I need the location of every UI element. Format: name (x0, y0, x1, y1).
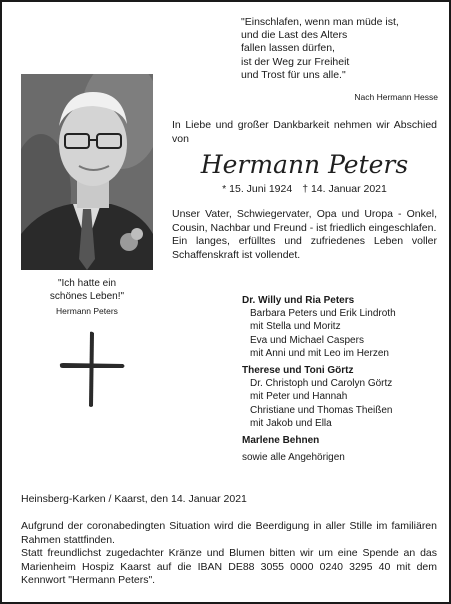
survivor-member: mit Stella und Moritz (250, 321, 341, 333)
poem-line: ist der Weg zur Freiheit (241, 55, 350, 68)
intro-text: In Liebe und großer Dankbarkeit nehmen wir Abschied von (172, 119, 437, 145)
obituary-body (172, 208, 437, 262)
survivor-member: Dr. Christoph und Carolyn Görtz (250, 378, 393, 390)
survivor-group-head: Marlene Behnen (242, 435, 320, 447)
poem-line: "Einschlafen, wenn man müde ist, (241, 16, 399, 28)
survivor-member: Christiane und Thomas Theißen (250, 404, 393, 416)
notice-paragraph: Statt freundlichst zugedachter Kränze und Blumen bitten wir um eine Spende an das Marienheim Hospiz Kaarst auf die IBAN DE88 3055 0000 0240 3295 40 mit dem Kennwort "Hermann Peters". (21, 547, 437, 586)
poem-line: und die Last des Alters (241, 29, 348, 42)
survivor-group-head: Dr. Willy und Ria Peters (242, 295, 355, 306)
funeral-notice (21, 520, 437, 588)
survivor-member: Barbara Peters und Erik Lindroth (250, 308, 396, 320)
survivors-list (242, 294, 442, 464)
survivor-member: mit Jakob und Ella (250, 417, 332, 429)
death-date: † 14. Januar 2021 (302, 183, 387, 195)
poem-line: und Trost für uns alle." (241, 68, 346, 81)
quote-author: Hermann Peters (56, 306, 118, 316)
poem-source: Nach Hermann Hesse (354, 92, 438, 102)
life-dates (172, 183, 437, 195)
portrait-photo (21, 74, 153, 270)
survivor-member: mit Anni und mit Leo im Herzen (250, 347, 389, 359)
survivor-group-head: Therese und Toni Görtz (242, 365, 354, 377)
deceased-quote (21, 277, 153, 303)
place-date: Heinsberg-Karken / Kaarst, den 14. Januar 2021 (21, 493, 247, 505)
survivor-member: mit Peter und Hannah (250, 391, 348, 403)
cross-icon (57, 330, 127, 408)
quote-line: schönes Leben!" (49, 291, 125, 302)
birth-date: * 15. Juni 1924 (222, 183, 293, 195)
notice-paragraph: Aufgrund der coronabedingten Situation wird die Beerdigung in aller Stille im familiären Rahmen stattfinden. (21, 520, 437, 546)
portrait-photo-icon (21, 74, 153, 270)
deceased-name: Hermann Peters (200, 150, 409, 179)
body-paragraph: Ein langes, erfülltes und zufriedenes Leben voller Schaffenskraft ist vollendet. (172, 235, 437, 261)
poem-line: fallen lassen dürfen, (241, 42, 335, 55)
survivor-member: Eva und Michael Caspers (250, 334, 364, 346)
poem (241, 16, 441, 82)
survivors-closing: sowie alle Angehörigen (242, 452, 345, 464)
quote-line: "Ich hatte ein (57, 278, 117, 289)
body-paragraph: Unser Vater, Schwiegervater, Opa und Uropa - Onkel, Cousin, Nachbar und Freund - ist friedlich eingeschlafen. (172, 208, 437, 234)
